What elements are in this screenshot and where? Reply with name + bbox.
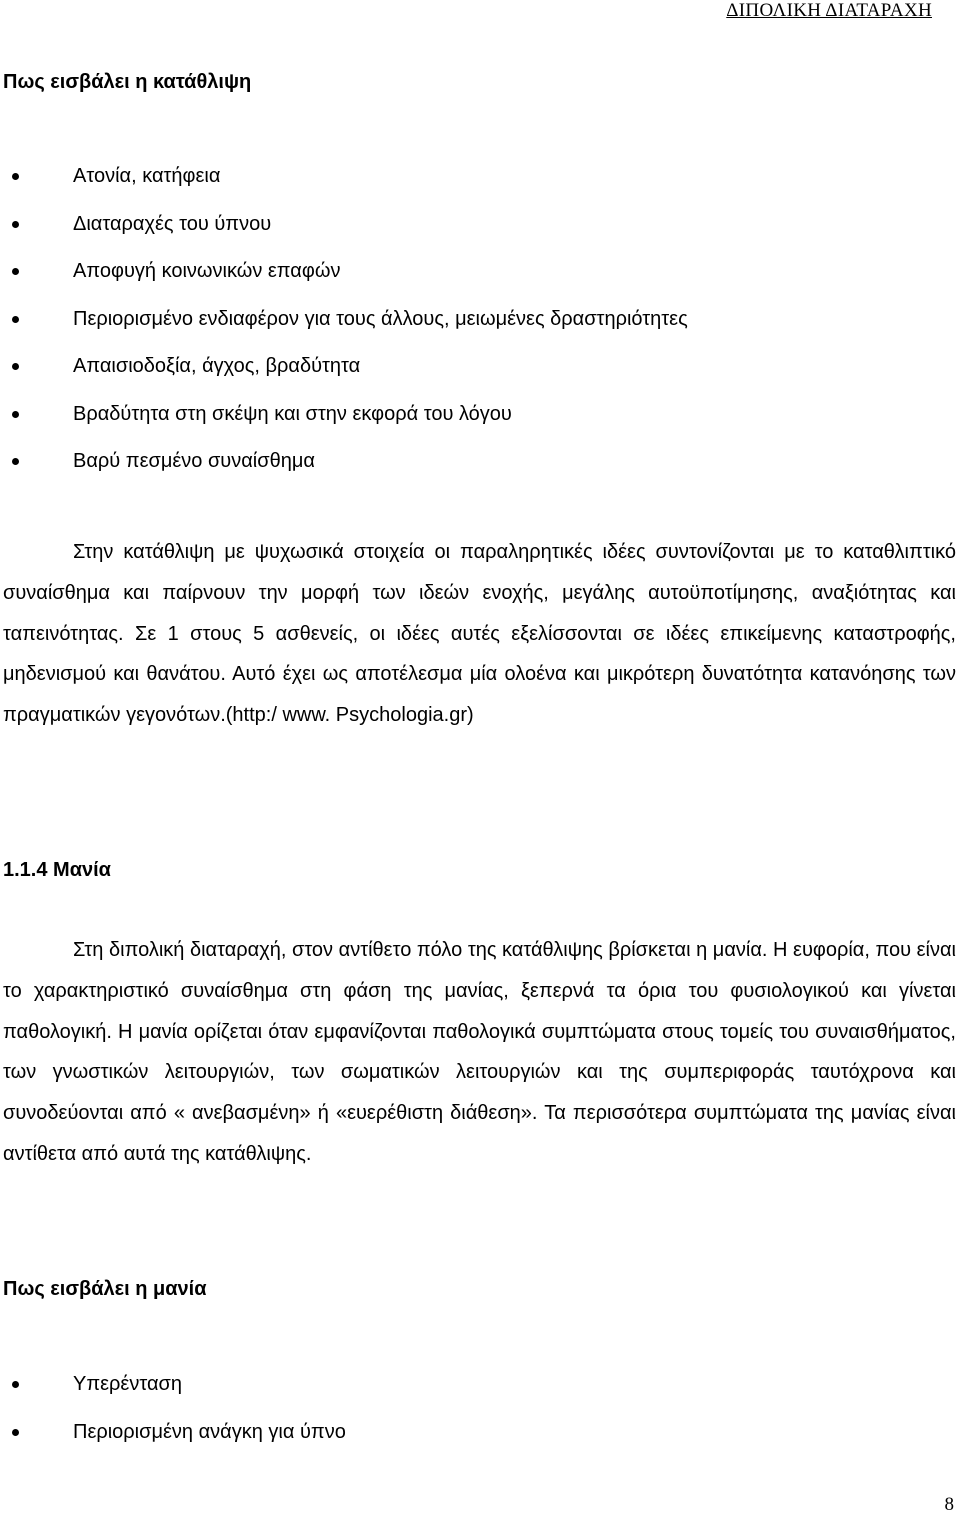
list-item bbox=[0, 1372, 346, 1420]
list-item bbox=[0, 402, 688, 450]
list-item-text: Βαρύ πεσμένο συναίσθημα bbox=[73, 450, 315, 472]
mania-description-paragraph: Στη διπολική διαταραχή, στον αντίθετο πόλο της κατάθλιψης βρίσκεται η μανία. Η ευφορία, που είναι το χαρακτηριστικό συναίσθημα στη φάση της μανίας, ξεπερνά τα όρια του φυσιολογικού και γίνεται παθολογική. Η μανία ορίζεται όταν εμφανίζονται παθολογικά συμπτώματα στους τομείς του συναισθήματος, των γνωστικών λειτουργιών, των σωματικών λειτουργιών και της συμπεριφοράς ταυτόχρονα και συνοδεύονται από « ανεβασμένη» ή «ευερέθιστη διάθεση». Τα περισσότερα συμπτώματα της μανίας είναι αντίθετα από αυτά της κατάθλιψης. bbox=[3, 939, 956, 1165]
list-item-text: Περιορισμένο ενδιαφέρον για τους άλλους, μειωμένες δραστηριότητες bbox=[73, 307, 688, 330]
depression-symptom-list bbox=[0, 164, 688, 497]
list-item-text: Περιορισμένη ανάγκη για ύπνο bbox=[73, 1420, 346, 1443]
list-item-text: Διαταραχές του ύπνου bbox=[73, 212, 272, 235]
list-item bbox=[0, 307, 688, 355]
running-header: ΔΙΠΟΛΙΚΗ ΔΙΑΤΑΡΑΧΗ bbox=[726, 0, 932, 21]
list-item bbox=[0, 259, 688, 307]
depression-psychotic-paragraph: Στην κατάθλιψη με ψυχωσικά στοιχεία οι παραληρητικές ιδέες συντονίζονται με το καταθλιπτικό συναίσθημα και παίρνουν την μορφή των ιδεών ενοχής, μεγάλης αυτοϋποτίμησης, αναξιότητας και ταπεινότητας. Σε 1 στους 5 ασθενείς, οι ιδέες αυτές εξελίσσονται σε ιδέες επικείμενης καταστροφής, μηδενισμού και θανάτου. Αυτό έχει ως αποτέλεσμα μία ολοένα και μικρότερη δυνατότητα κατανόησης των πραγματικών γεγονότων.(http:/ www. Psychologia.gr) bbox=[3, 541, 956, 727]
list-item-text: Βραδύτητα στη σκέψη και στην εκφορά του λόγου bbox=[73, 402, 512, 425]
bullet-icon bbox=[12, 1429, 19, 1436]
bullet-icon bbox=[12, 316, 19, 323]
list-item bbox=[0, 212, 688, 260]
bullet-icon bbox=[12, 173, 19, 180]
list-item bbox=[0, 354, 688, 402]
list-item-text: Ατονία, κατήφεια bbox=[73, 165, 221, 187]
bullet-icon bbox=[12, 1381, 19, 1388]
mania-symptom-list bbox=[0, 1372, 346, 1467]
bullet-icon bbox=[12, 268, 19, 275]
bullet-icon bbox=[12, 458, 19, 465]
list-item-text: Αποφυγή κοινωνικών επαφών bbox=[73, 260, 341, 282]
list-item-text: Απαισιοδοξία, άγχος, βραδύτητα bbox=[73, 355, 361, 377]
bullet-icon bbox=[12, 411, 19, 418]
list-item bbox=[0, 1420, 346, 1468]
bullet-icon bbox=[12, 221, 19, 228]
page-number: 8 bbox=[944, 1494, 954, 1515]
section-heading-mania-onset: Πως εισβάλει η μανία bbox=[3, 1278, 207, 1300]
list-item bbox=[0, 449, 688, 497]
section-heading-mania: 1.1.4 Μανία bbox=[3, 859, 111, 881]
list-item bbox=[0, 164, 688, 212]
section-heading-depression-onset: Πως εισβάλει η κατάθλιψη bbox=[3, 71, 252, 93]
list-item-text: Υπερένταση bbox=[73, 1373, 182, 1395]
bullet-icon bbox=[12, 363, 19, 370]
